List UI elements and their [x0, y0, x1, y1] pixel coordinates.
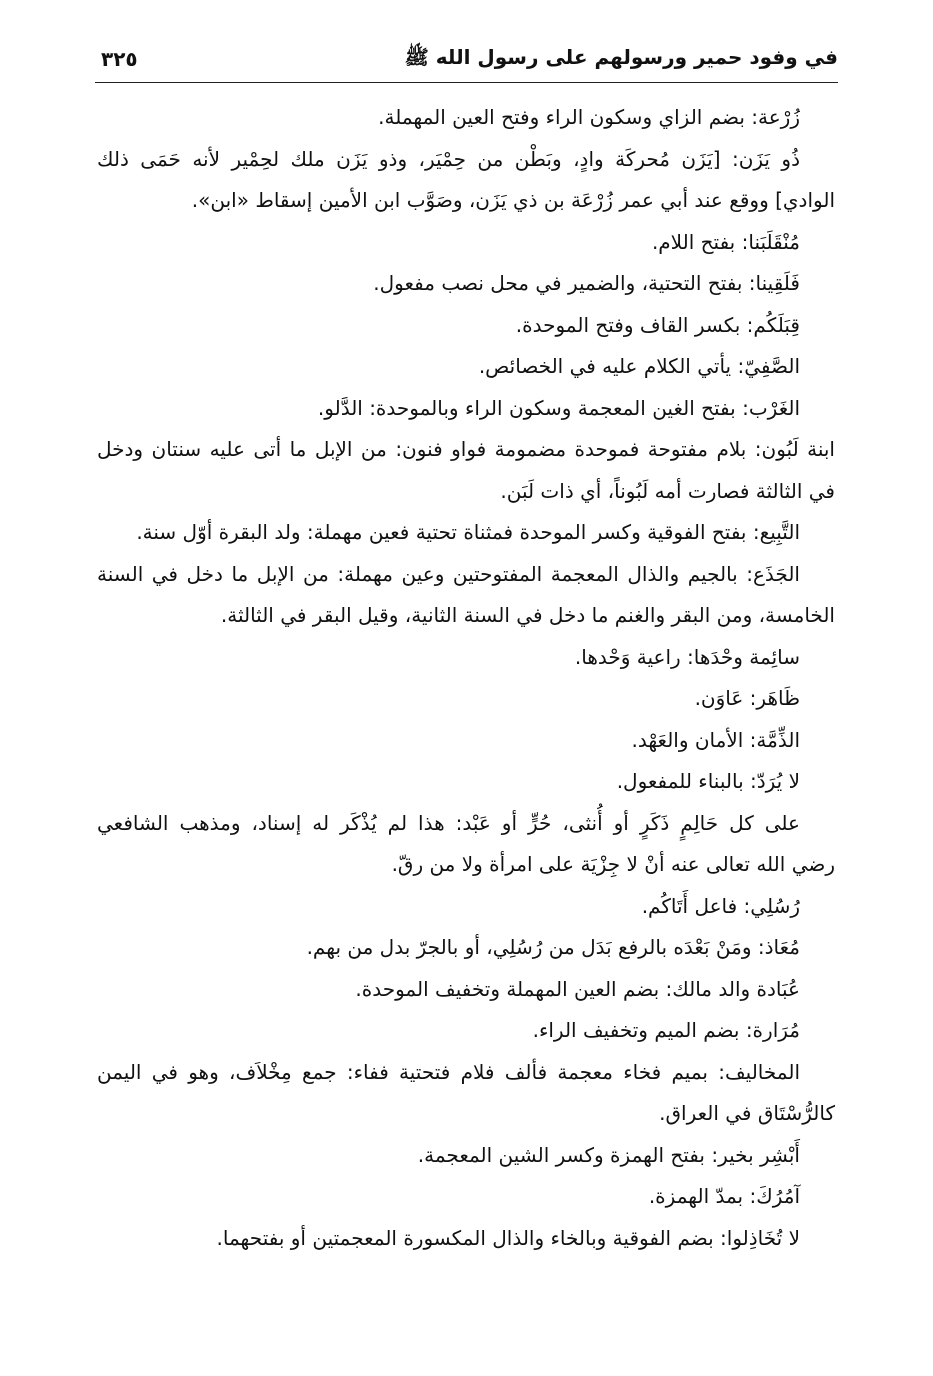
entry-line: ظَاهَر: عَاوَن. [694, 686, 800, 710]
entry-line: آمُرُكَ: بمدّ الهمزة. [648, 1184, 800, 1208]
entry-line: الصَّفِيّ: يأتي الكلام عليه في الخصائص. [478, 354, 800, 378]
entry-line: كالرُّسْتَاق في العراق. [659, 1101, 835, 1125]
entry-line: مُعَاذ: ومَنْ بَعْدَه بالرفع بَدَل من رُسُلِي، أو بالجرّ بدل من بهم. [306, 935, 800, 959]
entry-line: الخامسة، ومن البقر والغنم ما دخل في السنة الثانية، وقيل البقر في الثالثة. [220, 603, 835, 627]
chapter-title: في وفود حمير ورسولهم على رسول الله ﷺ [404, 44, 838, 69]
glossary-entry [97, 678, 835, 720]
entry-line: على كل حَالِمٍ ذَكَرٍ أو أُنثى، حُرٍّ أو عَبْد: هذا لم يُذْكَر له إسناد، ومذهب الشافعي [97, 810, 800, 835]
entry-line: رضي الله تعالى عنه أنْ لا جِزْيَة على امرأة ولا من رقّ. [391, 852, 835, 876]
entry-line: عُبَادة والد مالك: بضم العين المهملة وتخفيف الموحدة. [355, 976, 800, 1001]
glossary-entry [97, 388, 835, 430]
running-header [95, 36, 838, 83]
glossary-entry [97, 139, 835, 222]
entry-line: لا تُخَاذِلوا: بضم الفوقية وبالخاء والذال المكسورة المعجمتين أو بفتحهما. [216, 1225, 800, 1250]
entry-line: لا يُرَدّ: بالبناء للمفعول. [616, 769, 800, 793]
glossary-entry [97, 429, 835, 512]
glossary-entry [97, 222, 835, 264]
entry-line: سائِمة وحْدَها: راعية وَحْدها. [574, 644, 800, 669]
glossary-entry [97, 512, 835, 554]
entry-line: رُسُلِي: فاعل أَتَاكُم. [641, 893, 800, 918]
entry-line: ذُو يَزَن: [يَزَن مُحركَة وادٍ، وبَطْن من حِمْيَر، وذو يَزَن ملك لحِمْير لأنه حَمَى ذلك [97, 146, 800, 171]
glossary-entry [97, 969, 835, 1011]
glossary-entry [97, 554, 835, 637]
entry-line: المخاليف: بميم فخاء معجمة فألف فلام فتحتية ففاء: جمع مِخْلاَف، وهو في اليمن [97, 1059, 800, 1084]
entry-line: الذِّمَّة: الأمان والعَهْد. [631, 727, 800, 752]
glossary-entry [97, 346, 835, 388]
entry-line: مُرَارة: بضم الميم وتخفيف الراء. [532, 1018, 800, 1042]
entry-line: زُرْعة: بضم الزاي وسكون الراء وفتح العين المهملة. [378, 105, 800, 129]
entry-line: قِبَلَكُم: بكسر القاف وفتح الموحدة. [515, 312, 800, 337]
glossary-entry [97, 761, 835, 803]
glossary-entry [97, 803, 835, 886]
glossary-entry [97, 1052, 835, 1135]
glossary-entry [97, 637, 835, 679]
entry-line: ابنة لَبُون: بلام مفتوحة فموحدة مضمومة فواو فنون: من الإبل ما أتى عليه سنتان ودخل [97, 437, 835, 461]
glossary-entry [97, 1135, 835, 1177]
glossary-entry [97, 305, 835, 347]
glossary-entry [97, 1010, 835, 1052]
glossary-entry [97, 720, 835, 762]
entry-line: الجَذَع: بالجيم والذال المعجمة المفتوحتين وعين مهملة: من الإبل ما دخل في السنة [97, 561, 800, 586]
glossary-entry [97, 886, 835, 928]
entry-line: التَّبِيع: بفتح الفوقية وكسر الموحدة فمثناة تحتية فعين مهملة: ولد البقرة أوّل سنة. [136, 520, 800, 544]
glossary-entry [97, 97, 835, 139]
glossary-entry [97, 927, 835, 969]
page-body [97, 97, 835, 1259]
entry-line: أَبْشِر بخير: بفتح الهمزة وكسر الشين المعجمة. [417, 1142, 800, 1167]
page-number: ٣٢٥ [101, 47, 138, 71]
glossary-entry [97, 1176, 835, 1218]
entry-line: في الثالثة فصارت أمه لَبُوناً، أي ذات لَبَن. [500, 478, 835, 503]
glossary-entry [97, 263, 835, 305]
glossary-entry [97, 1218, 835, 1260]
entry-line: الغَرْب: بفتح الغين المعجمة وسكون الراء وبالموحدة: الدَّلو. [317, 395, 800, 420]
entry-line: الوادي] ووقع عند أبي عمر زُرْعَة بن ذي يَزَن، وصَوَّب ابن الأمين إسقاط «ابن». [191, 188, 835, 212]
entry-line: فَلَقِينا: بفتح التحتية، والضمير في محل نصب مفعول. [373, 271, 800, 295]
entry-line: مُنْقَلَبَنا: بفتح اللام. [651, 229, 800, 254]
